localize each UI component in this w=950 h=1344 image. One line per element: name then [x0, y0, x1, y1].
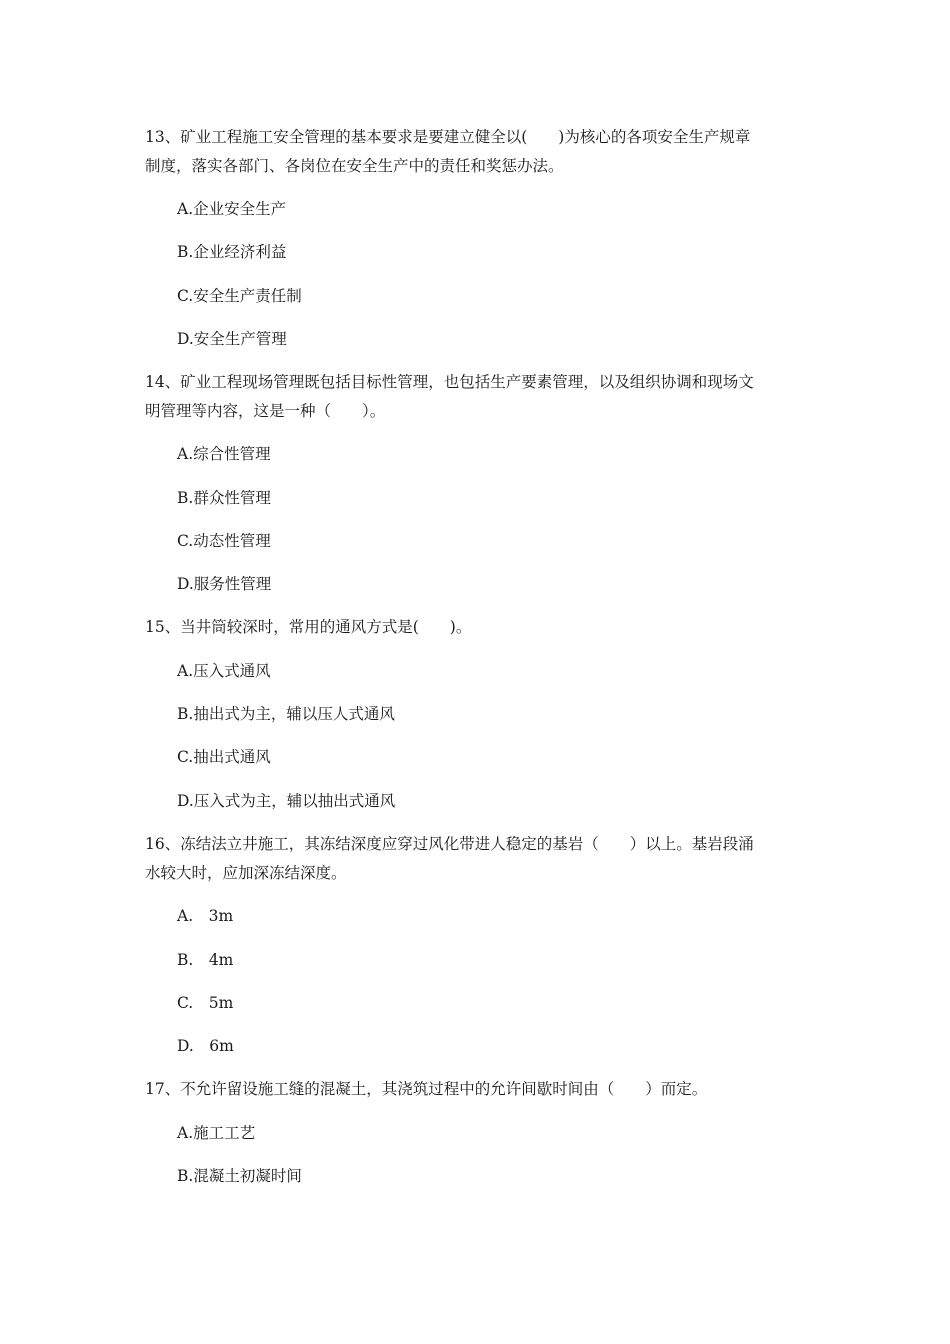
question-15-option-a: A.压入式通风: [177, 662, 271, 680]
question-14-text-line-1: 14、矿业工程现场管理既包括目标性管理，也包括生产要素管理，以及组织协调和现场文: [145, 373, 754, 391]
question-13-option-a: A.企业安全生产: [177, 200, 287, 218]
question-16-text-line-1: 16、冻结法立井施工，其冻结深度应穿过风化带进人稳定的基岩（ ）以上。基岩段涌: [145, 835, 754, 853]
question-13-option-b: B.企业经济利益: [177, 243, 287, 261]
question-15-option-c: C.抽出式通风: [177, 748, 271, 766]
question-13-text-line-2: 制度，落实各部门、各岗位在安全生产中的责任和奖惩办法。: [145, 157, 564, 175]
question-16-option-b: B. 4m: [177, 951, 234, 969]
question-15-option-b: B.抽出式为主，辅以压人式通风: [177, 705, 395, 723]
question-13-option-c: C.安全生产责任制: [177, 287, 302, 305]
question-13-text-line-1: 13、矿业工程施工安全管理的基本要求是要建立健全以( )为核心的各项安全生产规章: [145, 128, 751, 146]
question-14-option-d: D.服务性管理: [177, 575, 272, 593]
question-14-option-c: C.动态性管理: [177, 532, 271, 550]
question-14-text-line-2: 明管理等内容，这是一种（ ）。: [145, 402, 386, 420]
question-17-option-a: A.施工工艺: [177, 1124, 256, 1142]
question-16-option-d: D. 6m: [177, 1037, 234, 1055]
question-13-option-d: D.安全生产管理: [177, 330, 287, 348]
question-14-option-a: A.综合性管理: [177, 445, 271, 463]
question-15-option-d: D.压入式为主，辅以抽出式通风: [177, 792, 396, 810]
question-15-text-line-1: 15、当井筒较深时，常用的通风方式是( )。: [145, 618, 472, 636]
question-17-text-line-1: 17、不允许留设施工缝的混凝土，其浇筑过程中的允许间歇时间由（ ）而定。: [145, 1080, 708, 1098]
question-14-option-b: B.群众性管理: [177, 489, 271, 507]
question-17-option-b: B.混凝土初凝时间: [177, 1167, 302, 1185]
question-16-option-c: C. 5m: [177, 994, 234, 1012]
question-16-text-line-2: 水较大时，应加深冻结深度。: [145, 864, 347, 882]
question-16-option-a: A. 3m: [177, 907, 234, 925]
